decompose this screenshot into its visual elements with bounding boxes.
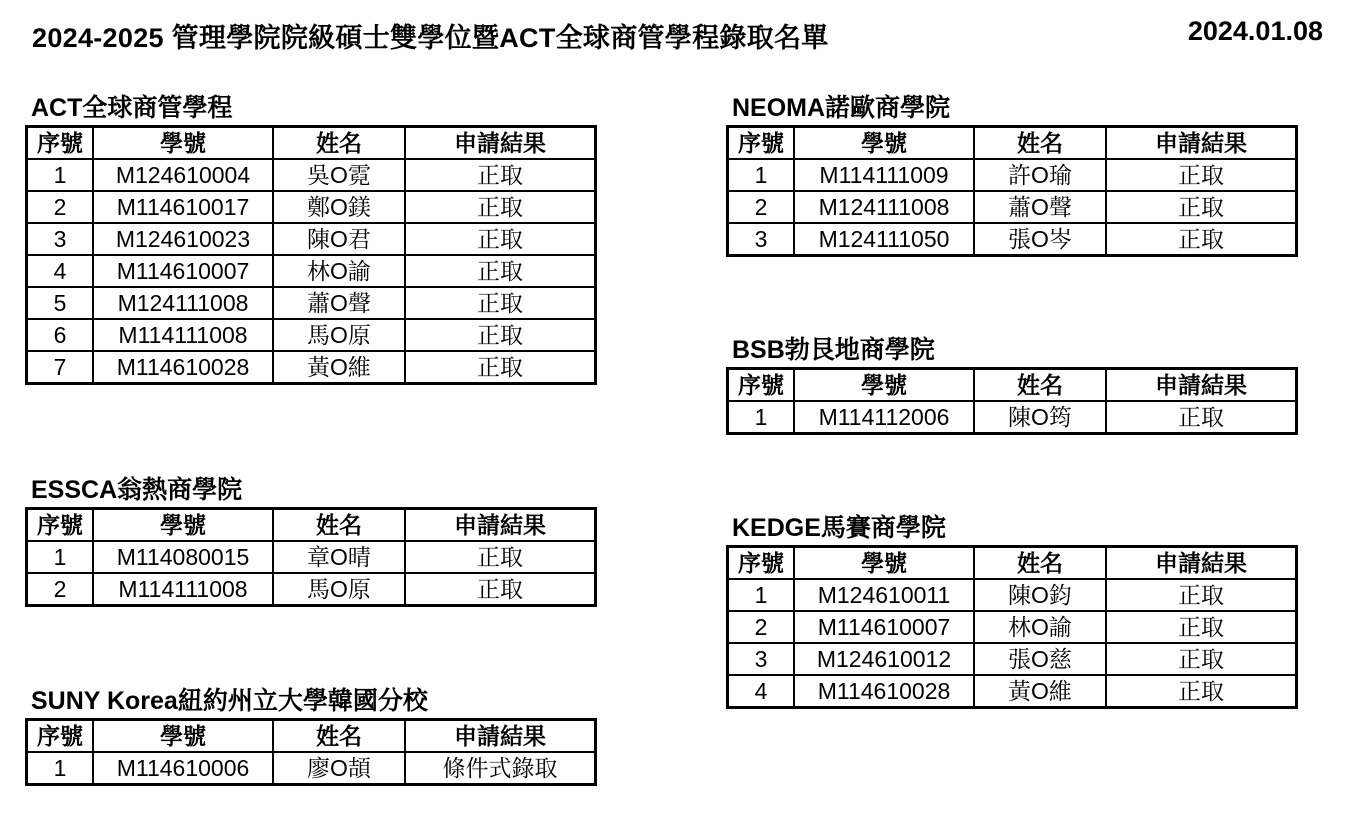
section-title: BSB勃艮地商學院 <box>732 336 935 364</box>
table-row <box>728 611 1297 643</box>
cell-index: 3 <box>728 643 795 675</box>
cell-index: 1 <box>27 752 94 785</box>
cell-index: 2 <box>728 611 795 643</box>
cell-name: 馬O原 <box>273 573 405 606</box>
table-header-row <box>728 369 1297 402</box>
table-row <box>27 287 596 319</box>
section-title: SUNY Korea紐約州立大學韓國分校 <box>31 687 428 715</box>
table-row <box>27 319 596 351</box>
cell-result: 正取 <box>405 573 596 606</box>
page-date: 2024.01.08 <box>1187 16 1323 46</box>
admission-table <box>726 125 1298 257</box>
cell-result: 正取 <box>1106 579 1297 611</box>
table-row <box>728 159 1297 191</box>
section-title: KEDGE馬賽商學院 <box>732 514 946 542</box>
admission-table <box>25 718 597 786</box>
cell-name: 張O岑 <box>974 223 1106 256</box>
column-header-student-id: 學號 <box>93 127 273 160</box>
table-row <box>728 579 1297 611</box>
cell-result: 正取 <box>1106 643 1297 675</box>
admission-table <box>726 545 1298 709</box>
table-row <box>27 573 596 606</box>
section-suny <box>25 684 597 786</box>
cell-index: 4 <box>728 675 795 708</box>
table-row <box>27 351 596 384</box>
cell-result: 正取 <box>405 159 596 191</box>
table-header-row <box>728 127 1297 160</box>
table-row <box>27 752 596 785</box>
cell-student-id: M114610028 <box>93 351 273 384</box>
column-header-name: 姓名 <box>273 720 405 753</box>
cell-index: 1 <box>728 579 795 611</box>
cell-name: 蕭O聲 <box>273 287 405 319</box>
cell-student-id: M124610012 <box>794 643 974 675</box>
cell-result: 正取 <box>405 255 596 287</box>
admission-table <box>25 125 597 385</box>
cell-name: 林O諭 <box>974 611 1106 643</box>
column-header-result: 申請結果 <box>405 509 596 542</box>
cell-student-id: M114610007 <box>794 611 974 643</box>
column-header-index: 序號 <box>27 720 94 753</box>
cell-index: 1 <box>728 401 795 434</box>
column-header-name: 姓名 <box>273 127 405 160</box>
cell-index: 6 <box>27 319 94 351</box>
cell-student-id: M124111008 <box>794 191 974 223</box>
column-header-result: 申請結果 <box>1106 369 1297 402</box>
cell-index: 2 <box>728 191 795 223</box>
cell-result: 正取 <box>405 541 596 573</box>
page-title: 2024-2025 管理學院院級碩士雙學位暨ACT全球商管學程錄取名單 <box>32 23 829 53</box>
cell-name: 廖O頡 <box>273 752 405 785</box>
cell-name: 蕭O聲 <box>974 191 1106 223</box>
cell-student-id: M124111008 <box>93 287 273 319</box>
column-header-student-id: 學號 <box>93 509 273 542</box>
cell-result: 正取 <box>1106 611 1297 643</box>
column-header-result: 申請結果 <box>405 720 596 753</box>
cell-name: 吳O霓 <box>273 159 405 191</box>
admission-table <box>726 367 1298 435</box>
section-bsb <box>726 333 1298 435</box>
section-kedge <box>726 511 1298 709</box>
cell-index: 7 <box>27 351 94 384</box>
cell-student-id: M114112006 <box>794 401 974 434</box>
column-header-index: 序號 <box>27 127 94 160</box>
cell-index: 3 <box>728 223 795 256</box>
cell-student-id: M114111009 <box>794 159 974 191</box>
table-row <box>728 191 1297 223</box>
section-title: ACT全球商管學程 <box>31 94 233 122</box>
cell-result: 正取 <box>1106 675 1297 708</box>
cell-index: 2 <box>27 191 94 223</box>
table-row <box>728 401 1297 434</box>
cell-name: 陳O君 <box>273 223 405 255</box>
table-row <box>27 191 596 223</box>
cell-name: 馬O原 <box>273 319 405 351</box>
cell-index: 1 <box>27 541 94 573</box>
cell-index: 2 <box>27 573 94 606</box>
cell-result: 正取 <box>1106 223 1297 256</box>
cell-result: 正取 <box>405 191 596 223</box>
section-act <box>25 91 597 385</box>
cell-result: 正取 <box>405 319 596 351</box>
cell-result: 正取 <box>405 223 596 255</box>
column-header-index: 序號 <box>27 509 94 542</box>
cell-result: 條件式錄取 <box>405 752 596 785</box>
table-row <box>27 159 596 191</box>
table-row <box>728 675 1297 708</box>
column-header-student-id: 學號 <box>794 127 974 160</box>
cell-result: 正取 <box>1106 159 1297 191</box>
section-essca <box>25 473 597 607</box>
cell-student-id: M114610017 <box>93 191 273 223</box>
section-neoma <box>726 91 1298 257</box>
table-row <box>728 223 1297 256</box>
column-header-student-id: 學號 <box>794 369 974 402</box>
column-header-name: 姓名 <box>273 509 405 542</box>
column-header-result: 申請結果 <box>1106 127 1297 160</box>
cell-student-id: M124610011 <box>794 579 974 611</box>
cell-student-id: M114111008 <box>93 573 273 606</box>
table-header-row <box>27 720 596 753</box>
column-header-student-id: 學號 <box>93 720 273 753</box>
column-header-index: 序號 <box>728 369 795 402</box>
table-row <box>728 643 1297 675</box>
cell-index: 3 <box>27 223 94 255</box>
cell-result: 正取 <box>1106 401 1297 434</box>
cell-name: 鄭O鎂 <box>273 191 405 223</box>
cell-student-id: M114610006 <box>93 752 273 785</box>
cell-name: 黃O維 <box>974 675 1106 708</box>
cell-student-id: M114080015 <box>93 541 273 573</box>
table-header-row <box>27 127 596 160</box>
cell-name: 陳O筠 <box>974 401 1106 434</box>
cell-name: 許O瑜 <box>974 159 1106 191</box>
admission-table <box>25 507 597 607</box>
cell-student-id: M114610007 <box>93 255 273 287</box>
column-header-index: 序號 <box>728 547 795 580</box>
table-header-row <box>728 547 1297 580</box>
table-header-row <box>27 509 596 542</box>
cell-student-id: M124111050 <box>794 223 974 256</box>
cell-index: 5 <box>27 287 94 319</box>
cell-student-id: M124610023 <box>93 223 273 255</box>
cell-name: 章O晴 <box>273 541 405 573</box>
column-header-student-id: 學號 <box>794 547 974 580</box>
section-title: ESSCA翁熱商學院 <box>31 476 243 504</box>
cell-name: 張O慈 <box>974 643 1106 675</box>
cell-name: 陳O鈞 <box>974 579 1106 611</box>
cell-index: 1 <box>728 159 795 191</box>
section-title: NEOMA諾歐商學院 <box>732 94 951 122</box>
cell-student-id: M114610028 <box>794 675 974 708</box>
cell-result: 正取 <box>405 287 596 319</box>
column-header-name: 姓名 <box>974 547 1106 580</box>
cell-student-id: M114111008 <box>93 319 273 351</box>
column-header-index: 序號 <box>728 127 795 160</box>
table-row <box>27 223 596 255</box>
column-header-result: 申請結果 <box>1106 547 1297 580</box>
cell-result: 正取 <box>1106 191 1297 223</box>
cell-index: 4 <box>27 255 94 287</box>
cell-name: 黃O維 <box>273 351 405 384</box>
cell-index: 1 <box>27 159 94 191</box>
cell-result: 正取 <box>405 351 596 384</box>
cell-name: 林O諭 <box>273 255 405 287</box>
cell-student-id: M124610004 <box>93 159 273 191</box>
table-row <box>27 541 596 573</box>
table-row <box>27 255 596 287</box>
column-header-name: 姓名 <box>974 127 1106 160</box>
column-header-name: 姓名 <box>974 369 1106 402</box>
column-header-result: 申請結果 <box>405 127 596 160</box>
